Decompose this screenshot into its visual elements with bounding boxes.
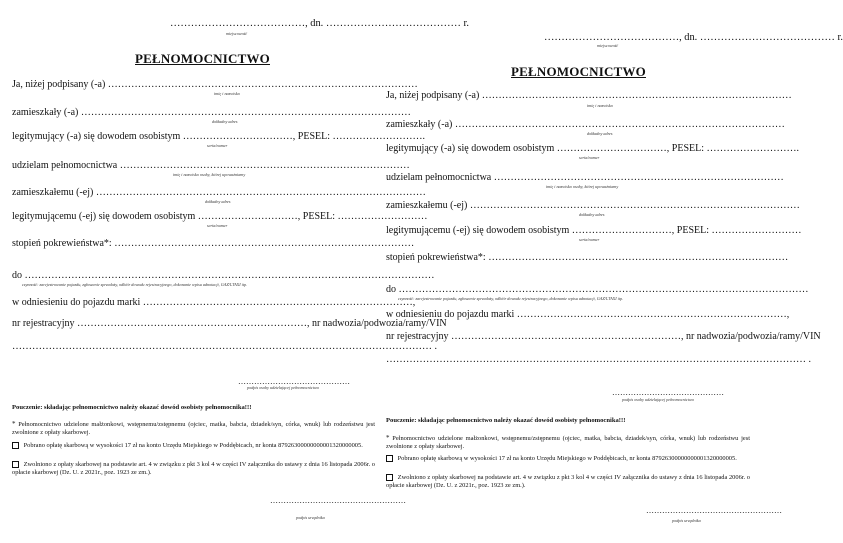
name-row: Ja, niżej podpisany (-a) ………………………………………………………………………………… (386, 90, 792, 101)
address2-row: zamieszkałemu (-ej) ……………………………………………………………………………………… (386, 200, 800, 211)
warning-text: Pouczenie: składając pełnomocnictwo należy okazać dowód osobisty pełnomocnika!!! (386, 417, 626, 424)
address2-row: zamieszkałemu (-ej) ……………………………………………………………………………………… (12, 187, 426, 198)
name-caption: imię i nazwisko (214, 91, 240, 96)
address-row: zamieszkały (-a) ……………………………………………………………………………………… (12, 107, 411, 118)
place-caption: miejscowość (597, 43, 619, 48)
address-caption: dokładny adres (212, 119, 238, 124)
vehicle-row: w odniesieniu do pojazdu marki ………………………………………………………………………, (12, 297, 416, 308)
name-row: Ja, niżej podpisany (-a) ………………………………………………………………………………… (12, 79, 418, 90)
id-caption: seria/numer (207, 143, 228, 148)
note-fee (12, 442, 375, 450)
checkbox-icon[interactable] (386, 474, 393, 481)
note-exempt (12, 461, 375, 477)
id2-row: legitymującemu (-ej) się dowodem osobistym …………………………, PESEL: ……………………… (386, 225, 802, 236)
registration-row: nr rejestracyjny ……………………………………………………………, nr nadwozia/podwozia/ramy/VIN (386, 331, 821, 342)
grant-caption: imię i nazwisko osoby, której upoważniamy (546, 184, 619, 189)
note-exempt-text: Zwolniono z opłaty skarbowej na podstawie art. 4 w związku z pkt 3 kol 4 w części IV załącznika do ustawy z dnia 16 listopada 2006r. o opłacie skarbowej (Dz. U. z 2021r., poz. 1923 ze zm.). (12, 461, 375, 476)
action-row: do …………………………………………………………………………………………………………… (386, 284, 809, 295)
asterisk-mark: * (12, 420, 16, 428)
grant-row: udzielam pełnomocnictwa …………………………………………………………………………… (386, 172, 784, 183)
relation-row: stopień pokrewieństwa*: ……………………………………………………………………………… (386, 252, 789, 263)
place-date-line: …………………………………, dn. ………………………………… r. (170, 18, 470, 29)
address2-caption: dokładny adres (579, 212, 605, 217)
id2-row: legitymującemu (-ej) się dowodem osobistym …………………………, PESEL: ……………………… (12, 211, 428, 222)
signature-line: …………………………………… (238, 377, 350, 386)
warning-text: Pouczenie: składając pełnomocnictwo należy okazać dowód osobisty pełnomocnika!!! (12, 404, 252, 411)
registration-row: nr rejestracyjny ……………………………………………………………, nr nadwozia/podwozia/ramy/VIN (12, 318, 447, 329)
note-family-text: Pełnomocnictwo udzielone małżonkowi, wstępnemu/zstępnemu (ojciec, matka, babcia, dziadek/syn, córka, wnuk) lub rodzeństwu jest zwolnione z opłaty skarbowej. (386, 435, 750, 450)
note-family (12, 420, 375, 437)
name-caption: imię i nazwisko (587, 103, 613, 108)
action-row: do …………………………………………………………………………………………………………… (12, 270, 435, 281)
note-exempt (386, 474, 750, 490)
address-row: zamieszkały (-a) ……………………………………………………………………………………… (386, 119, 785, 130)
id2-caption: seria/numer (207, 223, 228, 228)
id-row: legitymujący (-a) się dowodem osobistym ……………………………, PESEL: ………………………. (386, 143, 800, 154)
note-exempt-text: Zwolniono z opłaty skarbowej na podstawie art. 4 w związku z pkt 3 kol 4 w części IV załącznika do ustawy z dnia 16 listopada 2006r. o opłacie skarbowej (Dz. U. z 2021r., poz. 1923 ze zm.). (386, 474, 750, 489)
vin-dots-row: ……………………………………………………………………………………………………………… . (12, 341, 437, 352)
note-family (386, 434, 750, 451)
id-caption: seria/numer (579, 155, 600, 160)
address2-caption: dokładny adres (205, 199, 231, 204)
signature-line: …………………………………… (612, 388, 724, 397)
clerk-signature-line: …………………………………………… (270, 496, 406, 505)
note-fee-text: Pobrano opłatę skarbową w wysokości 17 zł na konto Urzędu Miejskiego w Poddębicach, nr konta 87926300000000001320000005. (397, 455, 737, 462)
grant-row: udzielam pełnomocnictwa …………………………………………………………………………… (12, 160, 410, 171)
note-fee-text: Pobrano opłatę skarbową w wysokości 17 zł na konto Urzędu Miejskiego w Poddębicach, nr konta 87926300000000001320000005. (23, 442, 363, 449)
address-caption: dokładny adres (587, 131, 613, 136)
document-title: PEŁNOMOCNICTWO (511, 64, 646, 79)
id-row: legitymujący (-a) się dowodem osobistym ……………………………, PESEL: ………………………. (12, 131, 426, 142)
note-family-text: Pełnomocnictwo udzielone małżonkowi, wstępnemu/zstępnemu (ojciec, matka, babcia, dziadek/syn, córka, wnuk) lub rodzeństwu jest zwolnione z opłaty skarbowej. (12, 421, 375, 436)
action-caption: czynność: zarejestrowanie pojazdu, zgłoszenie sprzedaży, odbiór dowodu rejestracyjnego, dokonanie wpisu adnotacji, GAZ/LTAXI itp. (398, 296, 624, 301)
asterisk-mark: * (386, 434, 390, 442)
vin-dots-row: ……………………………………………………………………………………………………………… . (386, 354, 811, 365)
checkbox-icon[interactable] (12, 442, 19, 449)
clerk-signature-line: …………………………………………… (646, 506, 782, 515)
checkbox-icon[interactable] (386, 455, 393, 462)
id2-caption: seria/numer (579, 237, 600, 242)
grant-caption: imię i nazwisko osoby, której upoważniamy (173, 172, 246, 177)
action-caption: czynność: zarejestrowanie pojazdu, zgłoszenie sprzedaży, odbiór dowodu rejestracyjnego, dokonanie wpisu adnotacji, GAZ/LTAXI itp. (22, 282, 248, 287)
place-date-line: …………………………………, dn. ………………………………… r. (544, 32, 843, 43)
document-title: PEŁNOMOCNICTWO (135, 51, 270, 66)
relation-row: stopień pokrewieństwa*: ……………………………………………………………………………… (12, 238, 415, 249)
vehicle-row: w odniesieniu do pojazdu marki ………………………………………………………………………, (386, 309, 790, 320)
checkbox-icon[interactable] (12, 461, 19, 468)
clerk-caption: podpis urzędnika (296, 515, 325, 520)
signature-caption: podpis osoby udzielającej pełnomocnictwa (622, 397, 694, 402)
place-caption: miejscowość (226, 31, 248, 36)
note-fee (386, 455, 750, 463)
signature-caption: podpis osoby udzielającej pełnomocnictwa (247, 385, 319, 390)
form-page-right (384, 0, 843, 543)
clerk-caption: podpis urzędnika (672, 518, 701, 523)
